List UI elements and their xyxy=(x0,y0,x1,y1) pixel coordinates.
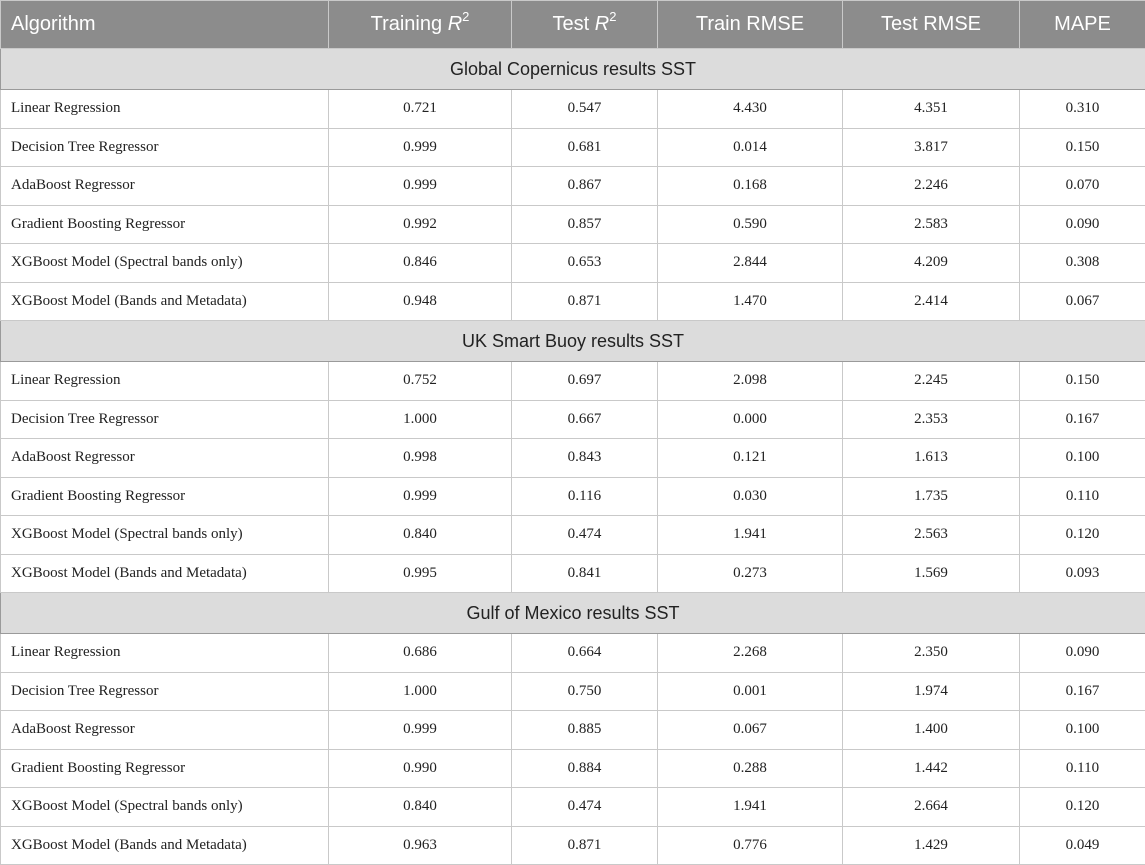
cell-training-r2: 0.999 xyxy=(329,477,512,516)
cell-mape: 0.308 xyxy=(1020,244,1145,283)
cell-algorithm: XGBoost Model (Spectral bands only) xyxy=(1,244,329,283)
cell-test-r2: 0.474 xyxy=(512,516,658,555)
cell-training-r2: 0.999 xyxy=(329,128,512,167)
table-row xyxy=(1,90,1145,129)
table-row xyxy=(1,167,1145,206)
table-row xyxy=(1,282,1145,321)
cell-train-rmse: 0.168 xyxy=(658,167,843,206)
cell-mape: 0.150 xyxy=(1020,362,1145,401)
table-row xyxy=(1,439,1145,478)
cell-test-rmse: 1.735 xyxy=(843,477,1020,516)
cell-algorithm: XGBoost Model (Bands and Metadata) xyxy=(1,282,329,321)
cell-mape: 0.120 xyxy=(1020,516,1145,555)
header-test-r2 xyxy=(512,1,658,49)
cell-test-r2: 0.871 xyxy=(512,826,658,865)
header-training-r2-symbol: R xyxy=(447,13,463,35)
table-row xyxy=(1,362,1145,401)
table-row xyxy=(1,477,1145,516)
cell-mape: 0.090 xyxy=(1020,634,1145,673)
cell-test-rmse: 3.817 xyxy=(843,128,1020,167)
cell-algorithm: XGBoost Model (Spectral bands only) xyxy=(1,788,329,827)
table-row xyxy=(1,205,1145,244)
header-test-rmse: Test RMSE xyxy=(843,1,1020,49)
cell-algorithm: XGBoost Model (Bands and Metadata) xyxy=(1,826,329,865)
table-row xyxy=(1,672,1145,711)
cell-test-rmse: 2.350 xyxy=(843,634,1020,673)
cell-test-rmse: 2.664 xyxy=(843,788,1020,827)
cell-test-r2: 0.667 xyxy=(512,400,658,439)
cell-test-r2: 0.681 xyxy=(512,128,658,167)
cell-mape: 0.110 xyxy=(1020,477,1145,516)
cell-algorithm: Gradient Boosting Regressor xyxy=(1,205,329,244)
cell-test-rmse: 2.414 xyxy=(843,282,1020,321)
cell-algorithm: XGBoost Model (Spectral bands only) xyxy=(1,516,329,555)
cell-train-rmse: 1.941 xyxy=(658,788,843,827)
cell-training-r2: 0.948 xyxy=(329,282,512,321)
cell-test-rmse: 1.974 xyxy=(843,672,1020,711)
cell-test-rmse: 1.400 xyxy=(843,711,1020,750)
cell-test-r2: 0.841 xyxy=(512,554,658,593)
cell-test-rmse: 1.613 xyxy=(843,439,1020,478)
cell-algorithm: Linear Regression xyxy=(1,90,329,129)
cell-algorithm: AdaBoost Regressor xyxy=(1,167,329,206)
cell-mape: 0.100 xyxy=(1020,711,1145,750)
cell-test-r2: 0.885 xyxy=(512,711,658,750)
cell-test-r2: 0.857 xyxy=(512,205,658,244)
header-mape: MAPE xyxy=(1020,1,1145,49)
cell-mape: 0.070 xyxy=(1020,167,1145,206)
header-algorithm: Algorithm xyxy=(1,1,329,49)
cell-train-rmse: 0.590 xyxy=(658,205,843,244)
cell-algorithm: AdaBoost Regressor xyxy=(1,439,329,478)
cell-training-r2: 1.000 xyxy=(329,400,512,439)
table-row xyxy=(1,788,1145,827)
section-row-global-copernicus xyxy=(1,49,1145,90)
cell-training-r2: 0.999 xyxy=(329,711,512,750)
table-header xyxy=(1,1,1145,49)
cell-train-rmse: 0.000 xyxy=(658,400,843,439)
cell-test-r2: 0.664 xyxy=(512,634,658,673)
cell-mape: 0.150 xyxy=(1020,128,1145,167)
cell-training-r2: 0.686 xyxy=(329,634,512,673)
cell-test-r2: 0.843 xyxy=(512,439,658,478)
cell-test-r2: 0.867 xyxy=(512,167,658,206)
cell-test-r2: 0.474 xyxy=(512,788,658,827)
cell-training-r2: 0.846 xyxy=(329,244,512,283)
section-row-uk-smart-buoy xyxy=(1,321,1145,362)
cell-algorithm: AdaBoost Regressor xyxy=(1,711,329,750)
cell-test-rmse: 2.563 xyxy=(843,516,1020,555)
cell-train-rmse: 2.844 xyxy=(658,244,843,283)
cell-training-r2: 1.000 xyxy=(329,672,512,711)
cell-training-r2: 0.721 xyxy=(329,90,512,129)
section-title: Global Copernicus results SST xyxy=(1,49,1145,90)
cell-test-rmse: 1.429 xyxy=(843,826,1020,865)
cell-train-rmse: 0.273 xyxy=(658,554,843,593)
cell-mape: 0.100 xyxy=(1020,439,1145,478)
cell-mape: 0.310 xyxy=(1020,90,1145,129)
cell-mape: 0.067 xyxy=(1020,282,1145,321)
table-row xyxy=(1,400,1145,439)
cell-algorithm: Linear Regression xyxy=(1,362,329,401)
table-row xyxy=(1,244,1145,283)
cell-test-r2: 0.871 xyxy=(512,282,658,321)
cell-train-rmse: 0.014 xyxy=(658,128,843,167)
table-body xyxy=(1,49,1145,865)
cell-test-rmse: 1.569 xyxy=(843,554,1020,593)
cell-algorithm: Gradient Boosting Regressor xyxy=(1,477,329,516)
cell-train-rmse: 0.030 xyxy=(658,477,843,516)
cell-test-r2: 0.884 xyxy=(512,749,658,788)
table-row xyxy=(1,128,1145,167)
cell-mape: 0.167 xyxy=(1020,672,1145,711)
cell-training-r2: 0.998 xyxy=(329,439,512,478)
cell-train-rmse: 2.098 xyxy=(658,362,843,401)
cell-algorithm: Gradient Boosting Regressor xyxy=(1,749,329,788)
header-training-r2 xyxy=(329,1,512,49)
cell-mape: 0.090 xyxy=(1020,205,1145,244)
cell-algorithm: Decision Tree Regressor xyxy=(1,672,329,711)
cell-test-rmse: 2.353 xyxy=(843,400,1020,439)
cell-test-r2: 0.653 xyxy=(512,244,658,283)
header-training-r2-prefix: Training xyxy=(370,13,443,35)
cell-train-rmse: 0.001 xyxy=(658,672,843,711)
cell-train-rmse: 1.470 xyxy=(658,282,843,321)
header-training-r2-exponent: 2 xyxy=(462,9,470,24)
cell-test-r2: 0.697 xyxy=(512,362,658,401)
header-test-r2-exponent: 2 xyxy=(609,9,617,24)
cell-algorithm: Linear Regression xyxy=(1,634,329,673)
header-row xyxy=(1,1,1145,49)
cell-mape: 0.120 xyxy=(1020,788,1145,827)
cell-training-r2: 0.999 xyxy=(329,167,512,206)
section-title: Gulf of Mexico results SST xyxy=(1,593,1145,634)
cell-algorithm: Decision Tree Regressor xyxy=(1,400,329,439)
cell-mape: 0.093 xyxy=(1020,554,1145,593)
cell-mape: 0.167 xyxy=(1020,400,1145,439)
cell-mape: 0.110 xyxy=(1020,749,1145,788)
cell-training-r2: 0.992 xyxy=(329,205,512,244)
section-title: UK Smart Buoy results SST xyxy=(1,321,1145,362)
table-row xyxy=(1,516,1145,555)
cell-train-rmse: 1.941 xyxy=(658,516,843,555)
table-row xyxy=(1,634,1145,673)
cell-test-rmse: 2.583 xyxy=(843,205,1020,244)
cell-test-r2: 0.750 xyxy=(512,672,658,711)
cell-training-r2: 0.990 xyxy=(329,749,512,788)
cell-train-rmse: 0.776 xyxy=(658,826,843,865)
header-train-rmse: Train RMSE xyxy=(658,1,843,49)
cell-training-r2: 0.840 xyxy=(329,516,512,555)
table-row xyxy=(1,554,1145,593)
cell-mape: 0.049 xyxy=(1020,826,1145,865)
cell-training-r2: 0.840 xyxy=(329,788,512,827)
header-test-r2-symbol: R xyxy=(594,13,610,35)
cell-algorithm: Decision Tree Regressor xyxy=(1,128,329,167)
cell-test-r2: 0.547 xyxy=(512,90,658,129)
cell-test-r2: 0.116 xyxy=(512,477,658,516)
cell-train-rmse: 0.288 xyxy=(658,749,843,788)
section-row-gulf-of-mexico xyxy=(1,593,1145,634)
cell-train-rmse: 2.268 xyxy=(658,634,843,673)
cell-train-rmse: 0.121 xyxy=(658,439,843,478)
cell-train-rmse: 4.430 xyxy=(658,90,843,129)
cell-test-rmse: 4.209 xyxy=(843,244,1020,283)
cell-test-rmse: 2.246 xyxy=(843,167,1020,206)
table-row xyxy=(1,749,1145,788)
cell-training-r2: 0.963 xyxy=(329,826,512,865)
cell-training-r2: 0.995 xyxy=(329,554,512,593)
cell-test-rmse: 2.245 xyxy=(843,362,1020,401)
header-test-r2-prefix: Test xyxy=(552,13,590,35)
cell-training-r2: 0.752 xyxy=(329,362,512,401)
cell-algorithm: XGBoost Model (Bands and Metadata) xyxy=(1,554,329,593)
cell-test-rmse: 1.442 xyxy=(843,749,1020,788)
cell-test-rmse: 4.351 xyxy=(843,90,1020,129)
table-row xyxy=(1,826,1145,865)
table-row xyxy=(1,711,1145,750)
cell-train-rmse: 0.067 xyxy=(658,711,843,750)
